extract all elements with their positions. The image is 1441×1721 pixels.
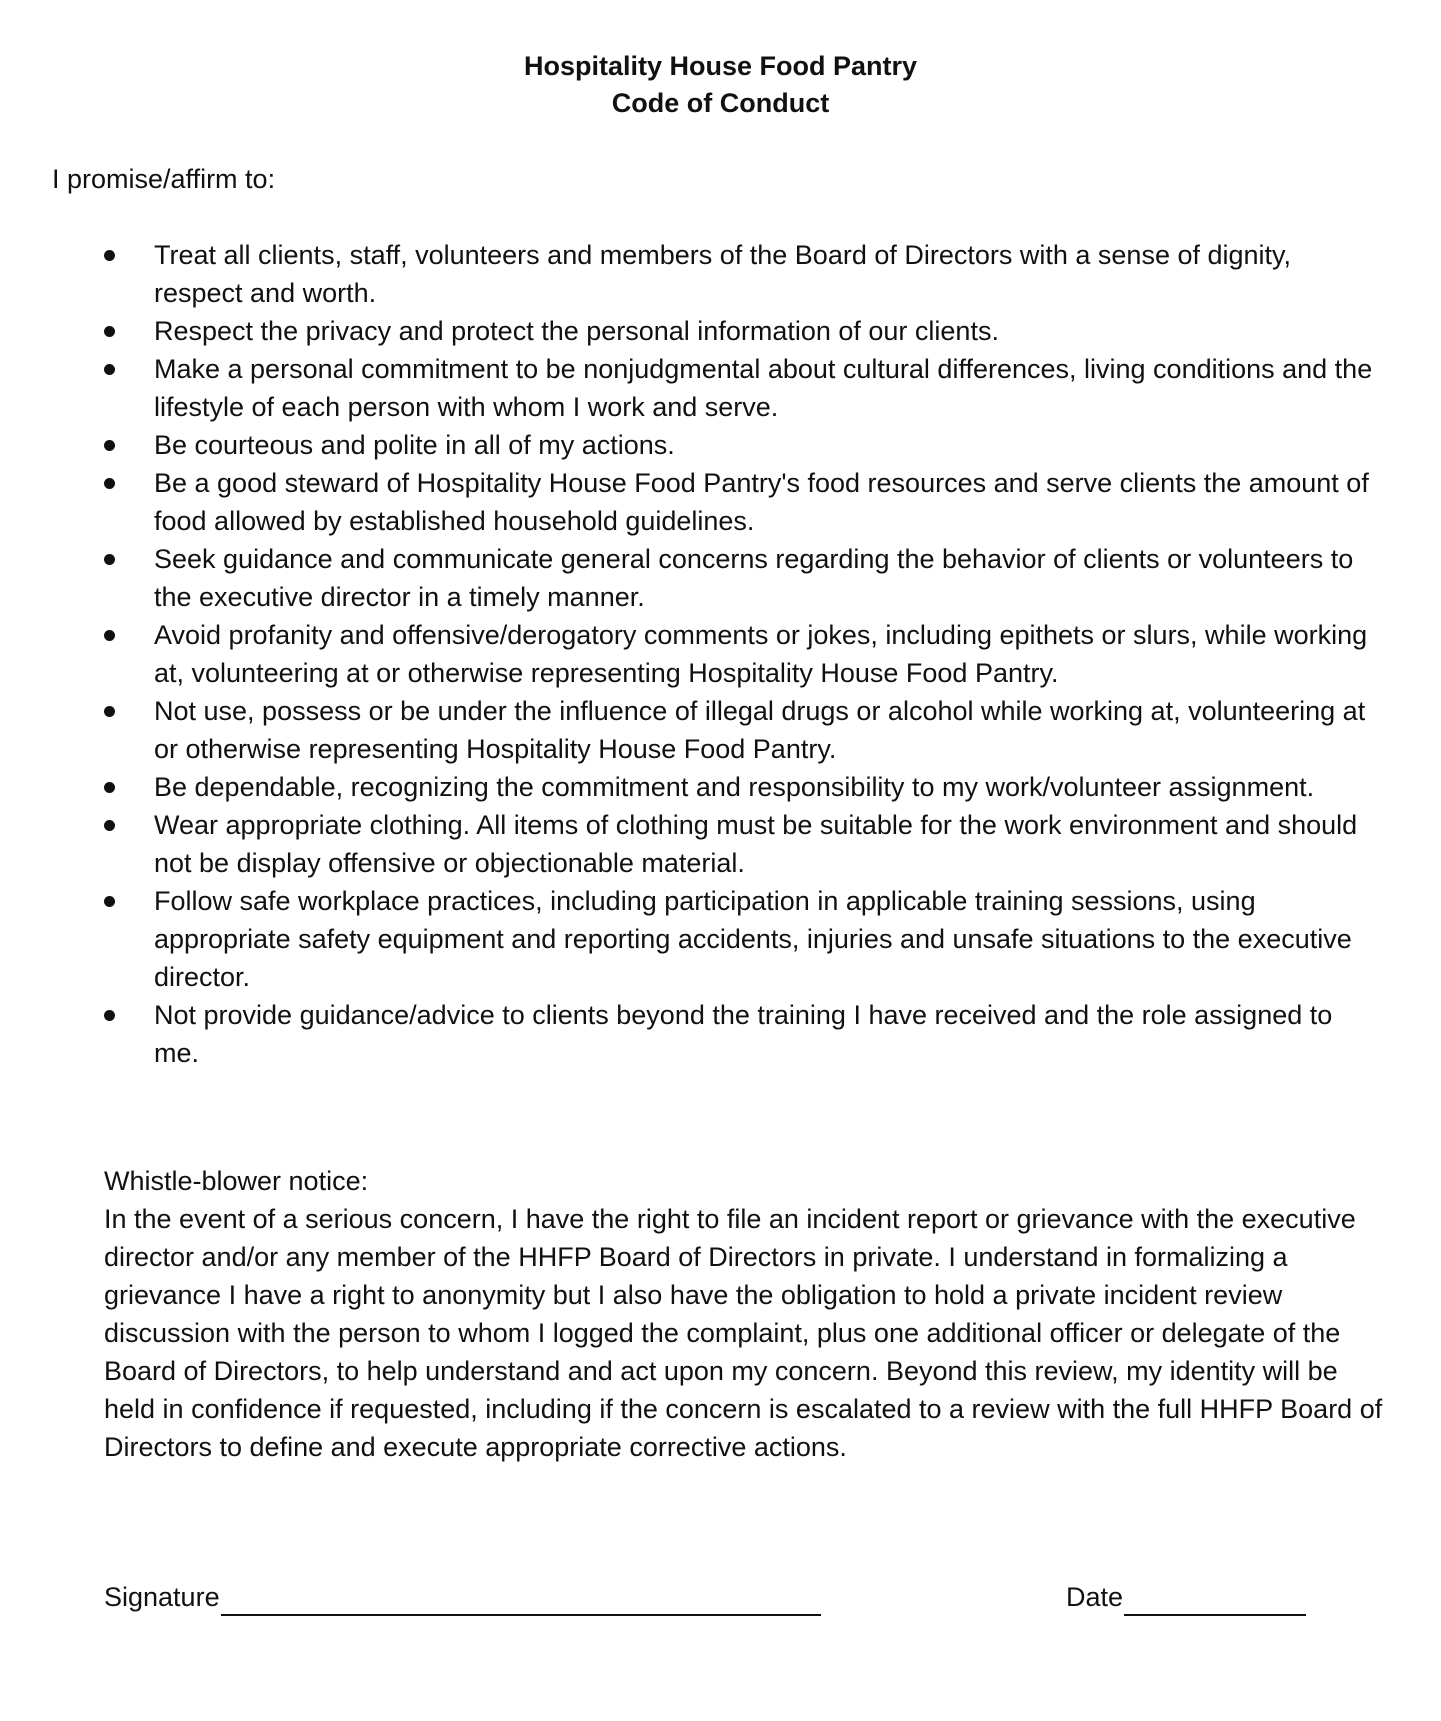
conduct-list	[0, 236, 1441, 1072]
bullet-icon	[104, 1010, 115, 1021]
signature-block	[104, 1578, 821, 1616]
list-item-text: Not use, possess or be under the influence of illegal drugs or alcohol while working at, volunteering at or otherwise representing Hospitality House Food Pantry.	[154, 696, 1366, 764]
list-item-text: Respect the privacy and protect the personal information of our clients.	[154, 316, 999, 346]
notice-body: In the event of a serious concern, I have the right to file an incident report or grievance with the executive director and/or any member of the HHFP Board of Directors in private. I understand in formalizing a grievance I have a right to anonymity but I also have the obligation to hold a private incident review discussion with the person to whom I logged the complaint, plus one additional officer or delegate of the Board of Directors, to help understand and act upon my concern. Beyond this review, my identity will be held in confidence if requested, including if the concern is escalated to a review with the full HHFP Board of Directors to define and execute appropriate corrective actions.	[104, 1204, 1383, 1462]
date-line[interactable]	[1124, 1584, 1306, 1616]
signature-line[interactable]	[221, 1584, 821, 1616]
document-header	[0, 48, 1441, 122]
list-item-text: Be dependable, recognizing the commitment and responsibility to my work/volunteer assignment.	[154, 772, 1315, 802]
bullet-icon	[104, 250, 115, 261]
notice-heading: Whistle-blower notice:	[104, 1166, 369, 1196]
signature-label: Signature	[104, 1582, 220, 1612]
list-item	[0, 768, 1441, 806]
list-item	[0, 312, 1441, 350]
bullet-icon	[104, 630, 115, 641]
bullet-icon	[104, 820, 115, 831]
list-item	[0, 464, 1441, 540]
list-item	[0, 692, 1441, 768]
bullet-icon	[104, 478, 115, 489]
list-item	[0, 236, 1441, 312]
signature-row	[0, 1578, 1441, 1618]
list-item	[0, 882, 1441, 996]
bullet-icon	[104, 326, 115, 337]
list-item-text: Make a personal commitment to be nonjudgmental about cultural differences, living conditions and the lifestyle of each person with whom I work and serve.	[154, 354, 1373, 422]
bullet-icon	[104, 706, 115, 717]
list-item-text: Not provide guidance/advice to clients beyond the training I have received and the role assigned to me.	[154, 1000, 1333, 1068]
whistleblower-notice	[104, 1162, 1394, 1466]
list-item	[0, 350, 1441, 426]
intro-text: I promise/affirm to:	[52, 164, 276, 194]
list-item-text: Follow safe workplace practices, including participation in applicable training sessions, using appropriate safety equipment and reporting accidents, injuries and unsafe situations to the executive director.	[154, 886, 1352, 992]
list-item	[0, 996, 1441, 1072]
list-item-text: Seek guidance and communicate general concerns regarding the behavior of clients or volunteers to the executive director in a timely manner.	[154, 544, 1354, 612]
bullet-icon	[104, 896, 115, 907]
bullet-icon	[104, 782, 115, 793]
date-label: Date	[1066, 1582, 1124, 1612]
date-block	[1066, 1578, 1306, 1616]
list-item-text: Be courteous and polite in all of my actions.	[154, 430, 675, 460]
list-item	[0, 426, 1441, 464]
list-item	[0, 616, 1441, 692]
list-item-text: Wear appropriate clothing. All items of clothing must be suitable for the work environment and should not be display offensive or objectionable material.	[154, 810, 1358, 878]
document-subtitle: Code of Conduct	[611, 88, 830, 118]
list-item	[0, 806, 1441, 882]
bullet-icon	[104, 364, 115, 375]
list-item-text: Avoid profanity and offensive/derogatory comments or jokes, including epithets or slurs, while working at, volunteering at or otherwise representing Hospitality House Food Pantry.	[154, 620, 1368, 688]
list-item-text: Be a good steward of Hospitality House Food Pantry's food resources and serve clients the amount of food allowed by established household guidelines.	[154, 468, 1369, 536]
document-title: Hospitality House Food Pantry	[523, 51, 918, 81]
list-item-text: Treat all clients, staff, volunteers and members of the Board of Directors with a sense of dignity, respect and worth.	[154, 240, 1292, 308]
list-item	[0, 540, 1441, 616]
bullet-icon	[104, 554, 115, 565]
bullet-icon	[104, 440, 115, 451]
